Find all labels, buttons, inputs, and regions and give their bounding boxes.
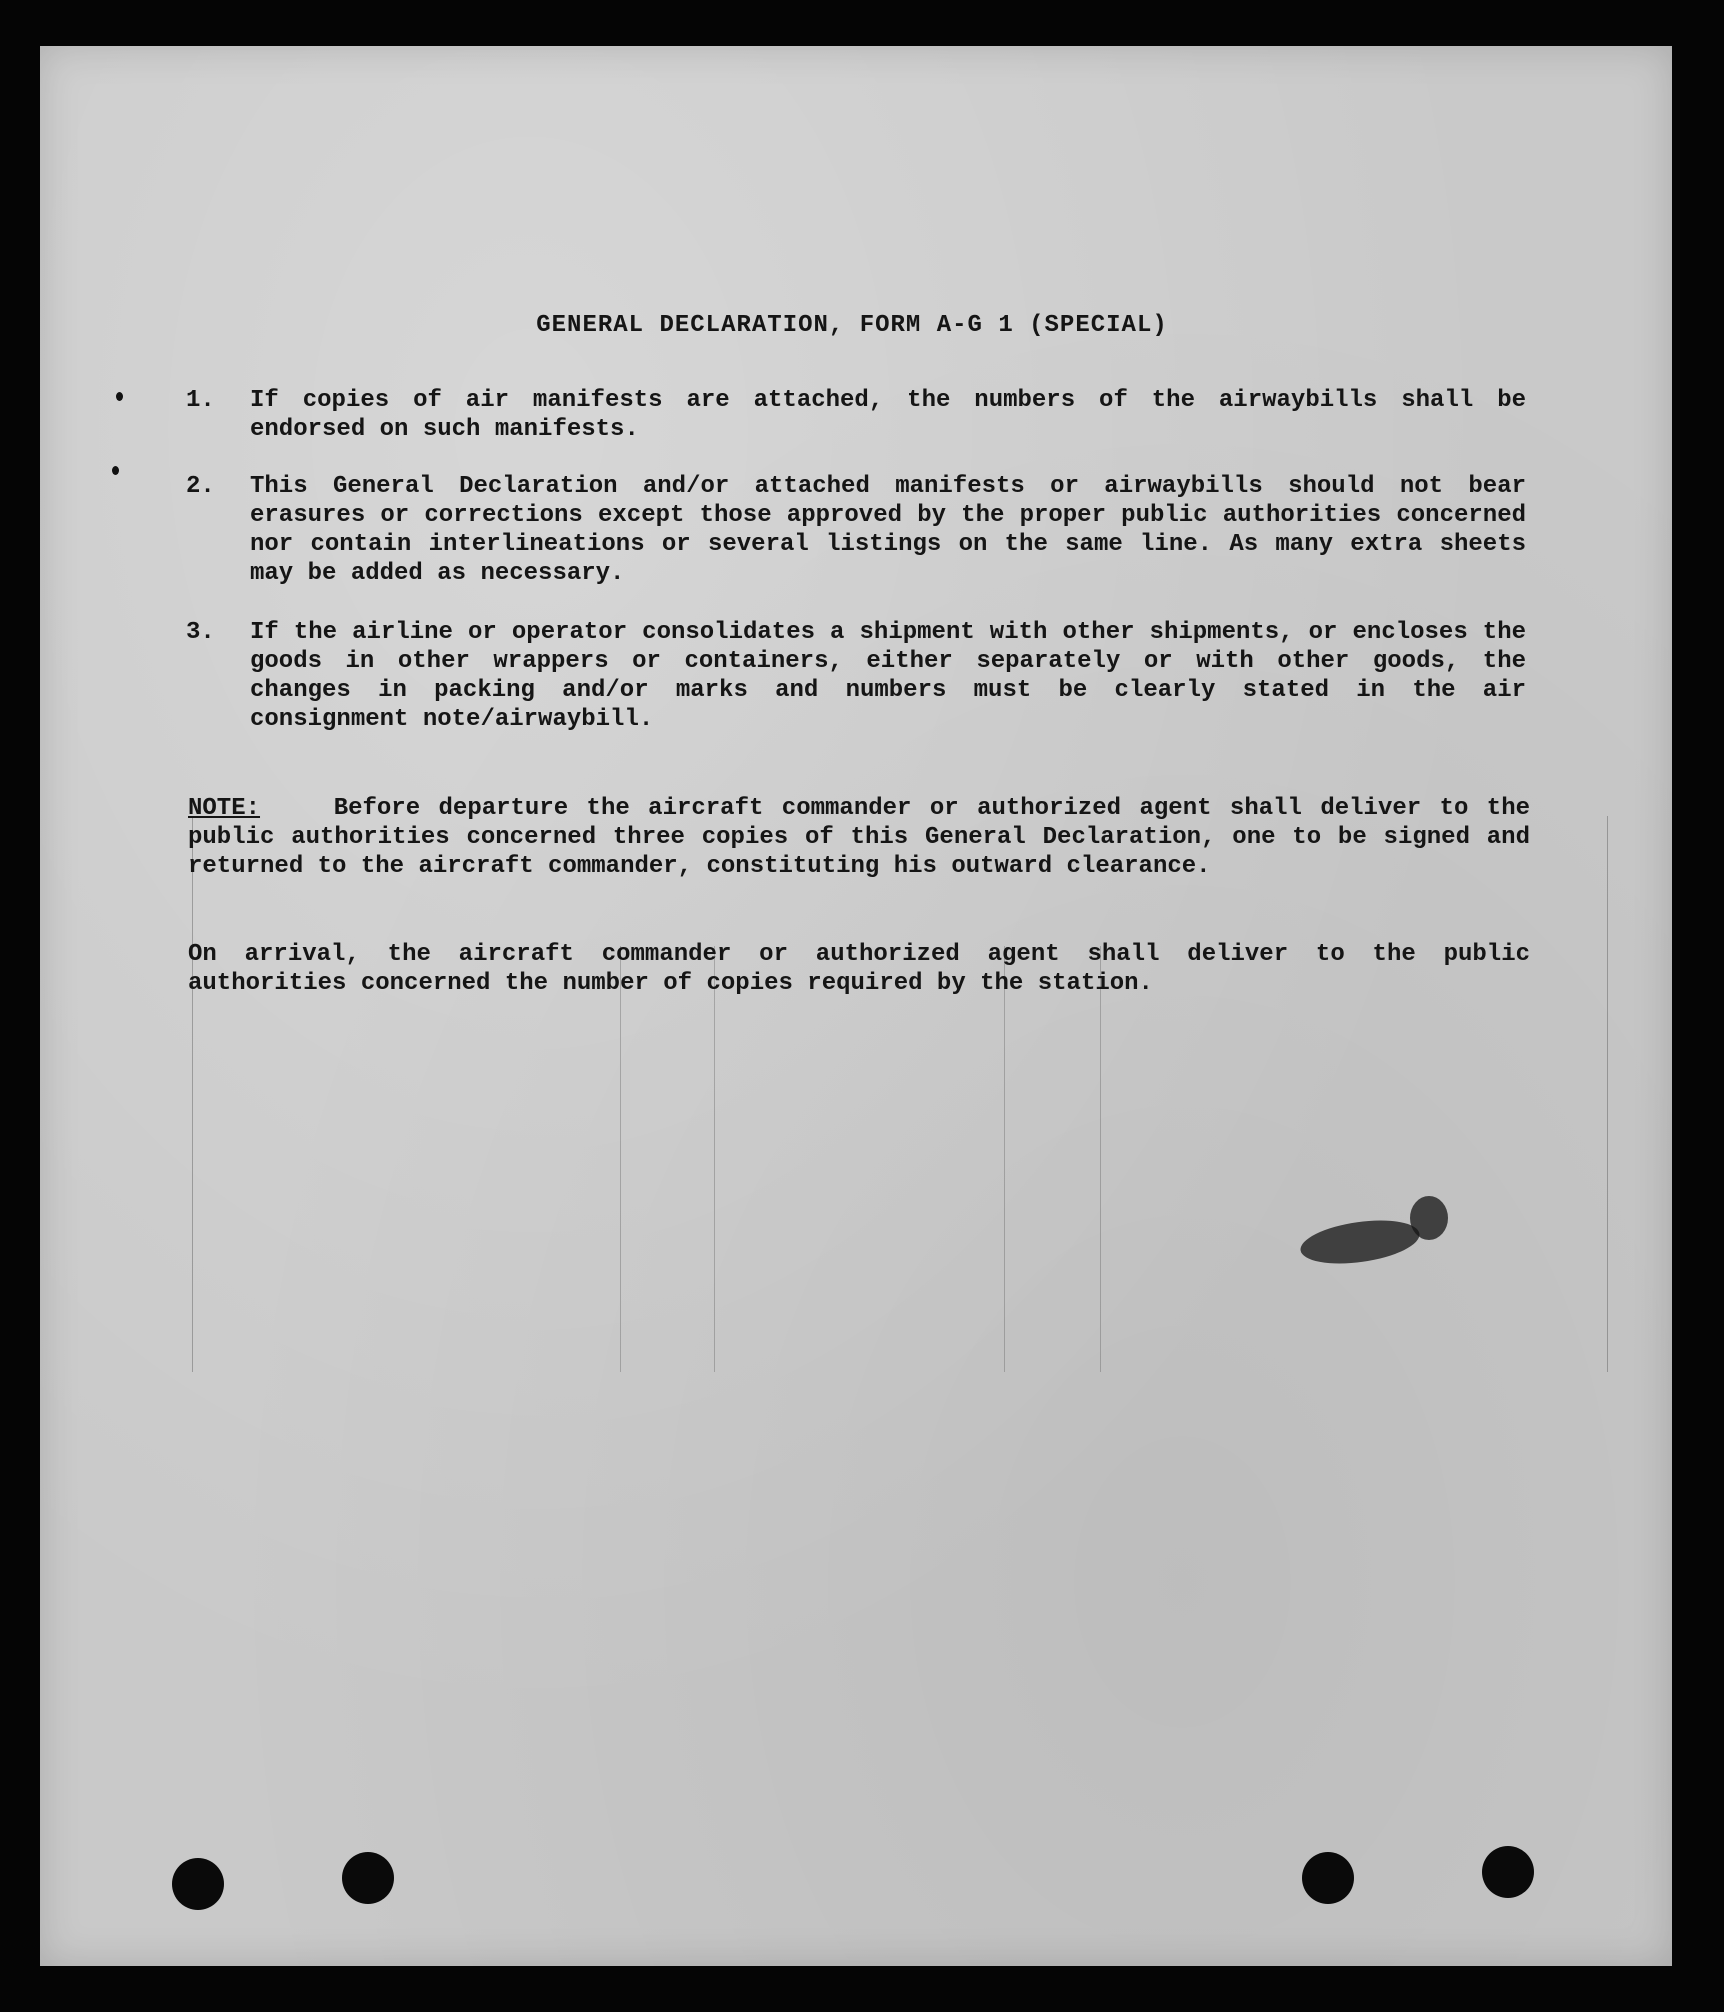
item-number: 3. [186,619,215,646]
note-paragraph-1 [188,794,1530,881]
note-paragraph-2 [188,940,1530,998]
bleed-through-rule [1004,946,1005,1372]
punch-hole [1302,1852,1354,1904]
instruction-item-2 [186,472,1526,588]
ink-smudge [1410,1196,1448,1240]
bleed-through-rule [714,946,715,1372]
punch-hole [342,1852,394,1904]
bleed-through-rule [1100,946,1101,1372]
note-label: NOTE: [188,795,261,822]
item-text: This General Declaration and/or attached manifests or airwaybills should not bear erasures or corrections except those approved by the proper public authorities concerned nor contain interlineations or several listings on the same line. As many extra sheets may be added as necessary. [250,473,1526,587]
instruction-item-1 [186,386,1526,444]
item-text: If the airline or operator consolidates a shipment with other shipments, or encloses the goods in other wrappers or containers, either separately or with other goods, the changes in packing and/or marks and numbers must be clearly stated in the air consignment note/airwaybill. [250,619,1526,733]
instruction-item-3 [186,618,1526,734]
bleed-through-rule [620,946,621,1372]
margin-mark [116,392,123,401]
margin-mark [112,466,119,475]
item-number: 1. [186,387,215,414]
note-text: Before departure the aircraft commander or authorized agent shall deliver to the public authorities concerned three copies of this General Declaration, one to be signed and returned to the aircraft commander, constituting his outward clearance. [188,795,1531,880]
note-text: On arrival, the aircraft commander or authorized agent shall deliver to the public authorities concerned the number of copies required by the station. [188,941,1530,997]
document-title: GENERAL DECLARATION, FORM A-G 1 (SPECIAL) [536,312,1168,340]
item-text: If copies of air manifests are attached, the numbers of the airwaybills shall be endorsed on such manifests. [250,387,1526,443]
punch-hole [1482,1846,1534,1898]
punch-hole [172,1858,224,1910]
item-number: 2. [186,473,215,500]
bleed-through-frame [192,816,1608,1372]
